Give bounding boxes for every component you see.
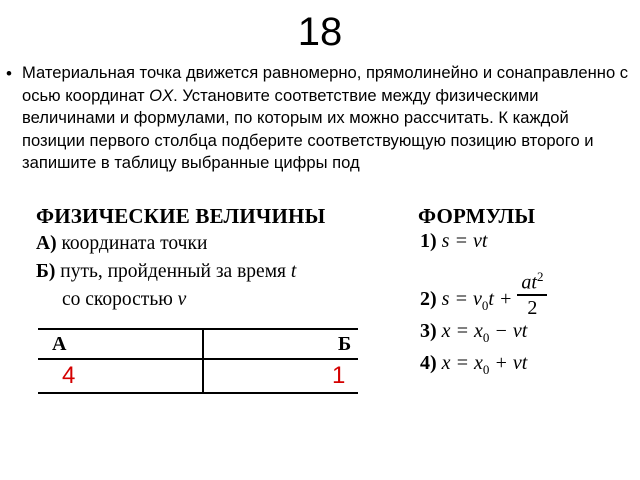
formula-marker-4: 4): [420, 352, 437, 374]
table-answer-b: 1: [332, 362, 346, 389]
formula-4: [420, 352, 527, 378]
fraction-numerator: at: [521, 271, 537, 294]
quantity-text-b2: со скоростью: [62, 289, 178, 310]
formula-lhs-4: x = x: [441, 352, 483, 374]
formula-2: [420, 264, 547, 318]
quantity-marker-a: А): [36, 233, 57, 254]
slide-number: 18: [297, 10, 343, 54]
formula-marker-3: 3): [420, 320, 437, 342]
task-text: [22, 62, 634, 175]
task-text-part2: . Установите соответствие между физическими величинами и формулами, по которым их можно рассчитать. К каждой позиции первого столбца подберите соответствующую позицию второго и запишите в таблицу выбранные цифры под: [22, 85, 594, 172]
formula-lhs-2: s = v: [441, 288, 482, 311]
fraction: [517, 266, 547, 320]
formula-3: [420, 320, 527, 346]
formulas-heading: ФОРМУЛЫ: [418, 204, 536, 228]
table-header-a: А: [52, 333, 67, 355]
formula-expr-1: s = vt: [441, 230, 488, 252]
task-text-part1: Материальная точка движется равномерно, прямолинейно и сонаправленно с осью координат: [22, 63, 629, 105]
formula-sub-4: 0: [482, 362, 490, 377]
table-header-b: Б: [338, 333, 352, 355]
fraction-denominator: 2: [527, 296, 538, 319]
formula-lhs-3: x = x: [441, 320, 483, 342]
formula-1: [420, 230, 487, 253]
quantity-item-b-line2: [62, 288, 186, 312]
formula-rhs-3: − vt: [489, 320, 528, 342]
formula-sub-2: 0: [481, 298, 489, 314]
axis-label: OX: [149, 85, 174, 105]
fraction-power: 2: [536, 269, 544, 284]
answer-table: [38, 328, 358, 396]
quantity-text-a: координата точки: [61, 233, 208, 254]
table-column-divider: [202, 328, 204, 394]
formula-marker-2: 2): [420, 288, 437, 311]
bullet-marker: •: [6, 64, 12, 83]
formula-sub-3: 0: [482, 330, 490, 345]
table-answer-a: 4: [62, 362, 76, 389]
table-top-border: [38, 328, 358, 330]
table-bottom-border: [38, 392, 358, 394]
quantity-marker-b: Б): [36, 261, 56, 282]
formula-marker-1: 1): [420, 230, 437, 252]
quantity-var-t: t: [290, 261, 297, 282]
quantity-var-v: v: [177, 289, 187, 310]
quantity-item-a: [36, 232, 207, 256]
quantity-item-b: [36, 260, 296, 284]
formula-rhs-4: + vt: [489, 352, 528, 374]
quantity-text-b: путь, пройденный за время: [60, 261, 291, 282]
table-header-divider: [38, 358, 358, 360]
quantities-heading: ФИЗИЧЕСКИЕ ВЕЛИЧИНЫ: [36, 204, 326, 228]
task-statement: [6, 62, 634, 175]
formula-rhs-2: t +: [488, 288, 513, 311]
